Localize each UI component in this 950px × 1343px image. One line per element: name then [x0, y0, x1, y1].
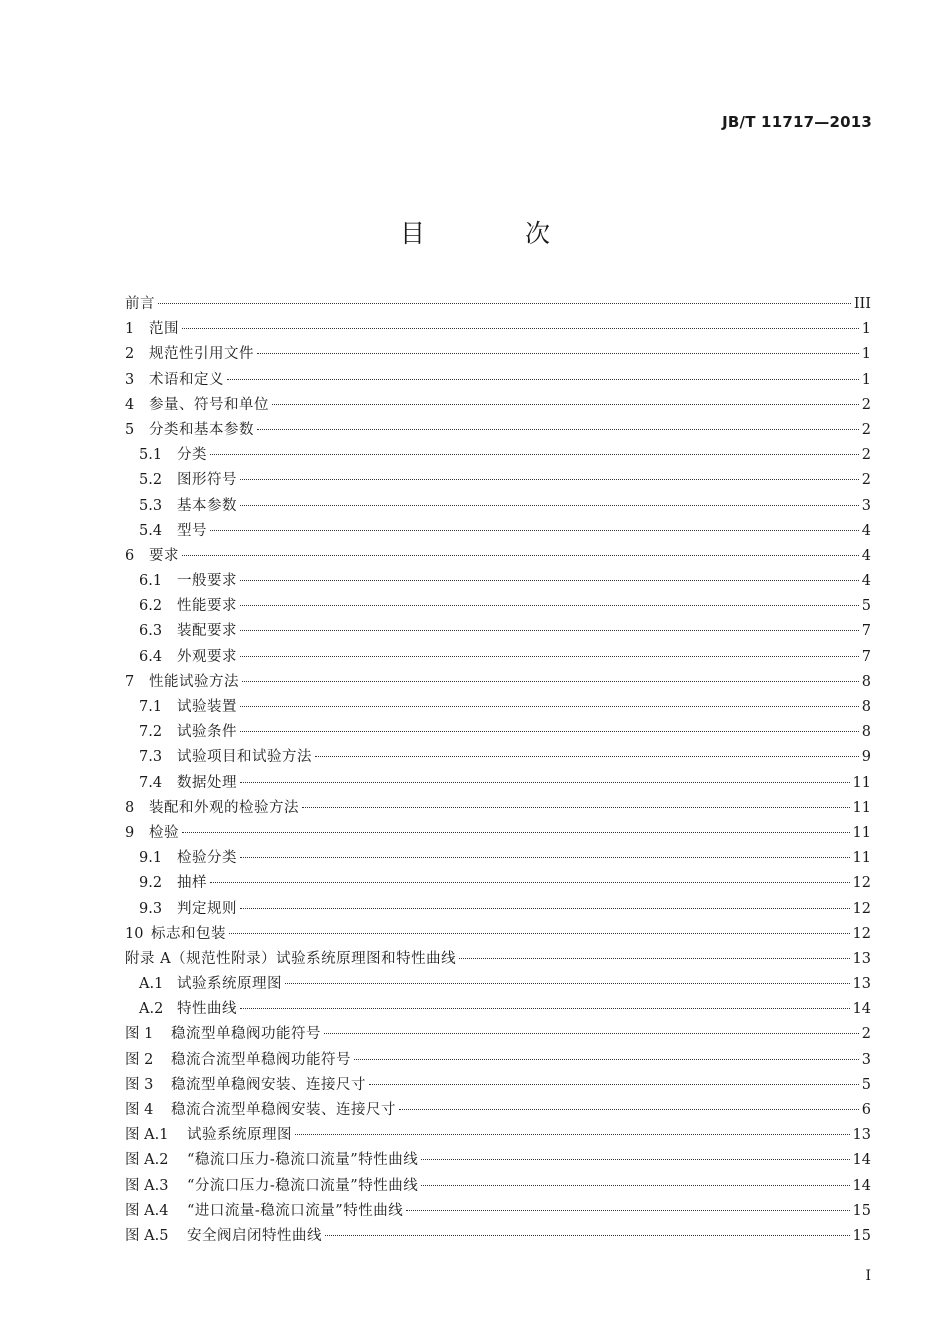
toc-entry-number: 5.2	[139, 472, 163, 489]
toc-entry-label: 试验系统原理图	[187, 1127, 292, 1144]
toc-entry[interactable]	[125, 292, 871, 317]
toc-entry-page: 6	[861, 1102, 871, 1118]
toc-entry-number: 5	[125, 421, 135, 438]
toc-entry-label: 装配要求	[177, 623, 237, 640]
toc-entry-number: 6.2	[139, 598, 163, 615]
toc-entry[interactable]	[125, 871, 871, 896]
toc-entry[interactable]	[125, 1123, 871, 1148]
toc-entry-label: 术语和定义	[149, 371, 224, 388]
toc-entry-page: 15	[852, 1202, 871, 1219]
toc-entry-page: 2	[861, 396, 871, 413]
dot-leader	[242, 681, 859, 682]
toc-entry-page: 13	[852, 950, 871, 967]
toc-entry-number: 6	[125, 547, 135, 564]
toc-entry-label: 稳流型单稳阀功能符号	[171, 1026, 321, 1043]
toc-entry-page: 5	[861, 1076, 871, 1093]
dot-leader	[240, 479, 859, 480]
toc-entry[interactable]	[125, 342, 871, 367]
toc-entry-page: 11	[852, 774, 871, 791]
dot-leader	[240, 706, 859, 707]
toc-entry-number: 图 A.4	[125, 1202, 169, 1219]
toc-entry-label: 试验条件	[177, 724, 237, 741]
dot-leader	[272, 404, 859, 405]
dot-leader	[229, 933, 850, 934]
toc-entry-label: 检验	[149, 824, 179, 841]
toc-entry[interactable]	[125, 922, 871, 947]
toc-entry-page: 14	[852, 1001, 871, 1018]
dot-leader	[227, 379, 859, 380]
toc-entry-label: 数据处理	[177, 774, 237, 791]
toc-entry-page: 1	[861, 321, 871, 338]
toc-entry[interactable]	[125, 544, 871, 569]
dot-leader	[210, 530, 859, 531]
dot-leader	[421, 1185, 849, 1186]
toc-entry-page: 12	[852, 900, 871, 917]
toc-entry-number: 9.3	[139, 900, 163, 917]
dot-leader	[210, 882, 850, 883]
toc-entry-number: 9	[125, 824, 135, 841]
toc-entry-page: 2	[861, 472, 871, 489]
toc-entry-number: 5.1	[139, 447, 163, 464]
toc-entry-page: III	[853, 296, 871, 312]
toc-entry-number: 7.4	[139, 774, 163, 791]
toc-entry-number: A.2	[139, 1001, 164, 1018]
toc-entry-label: “分流口压力-稳流口流量”特性曲线	[187, 1177, 419, 1194]
toc-entry[interactable]	[125, 1022, 871, 1047]
toc-entry-number: 图 3	[125, 1076, 154, 1093]
toc-entry-label: 试验项目和试验方法	[177, 749, 312, 766]
toc-entry-label: 要求	[149, 547, 179, 564]
toc-entry-number: A.1	[139, 976, 164, 993]
dot-leader	[295, 1134, 850, 1135]
toc-entry-label: 稳流合流型单稳阀安装、连接尺寸	[171, 1102, 396, 1118]
toc-entry[interactable]	[125, 619, 871, 644]
toc-entry-number: 10	[125, 925, 144, 942]
dot-leader	[459, 958, 849, 959]
dot-leader	[240, 908, 850, 909]
dot-leader	[210, 454, 859, 455]
toc-entry-page: 2	[861, 1026, 871, 1043]
toc-entry-number: 5.3	[139, 497, 163, 514]
toc-entry-number: 4	[125, 396, 135, 413]
toc-entry-page: 11	[852, 824, 871, 841]
toc-entry[interactable]	[125, 771, 871, 796]
toc-entry-label: 判定规则	[177, 900, 237, 917]
toc-entry-page: 7	[861, 623, 871, 640]
toc-entry-number: 图 A.5	[125, 1227, 169, 1244]
toc-entry-page: 4	[861, 573, 871, 590]
toc-entry-page: 2	[861, 447, 871, 464]
dot-leader	[240, 630, 859, 631]
toc-entry[interactable]	[125, 1073, 871, 1098]
toc-entry-label: 试验装置	[177, 699, 237, 715]
toc-entry[interactable]	[125, 1199, 871, 1224]
toc-entry-label: 标志和包装	[151, 925, 226, 942]
toc-entry-page: 4	[861, 522, 871, 539]
toc-entry[interactable]	[125, 569, 871, 594]
toc-entry-label: 一般要求	[177, 573, 237, 590]
toc-entry-label: 外观要求	[177, 648, 237, 665]
toc-entry-label: 试验系统原理图	[177, 976, 282, 993]
toc-entry-label: 基本参数	[177, 497, 237, 514]
dot-leader	[315, 756, 859, 757]
dot-leader	[257, 429, 859, 430]
toc-entry-label: 性能试验方法	[149, 673, 239, 690]
dot-leader	[421, 1159, 849, 1160]
page-number: I	[865, 1268, 871, 1284]
toc-entry-label: 性能要求	[177, 598, 237, 615]
dot-leader	[324, 1033, 859, 1034]
toc-entry[interactable]	[125, 1224, 871, 1249]
toc-entry-label: 检验分类	[177, 850, 237, 867]
toc-entry-label: 安全阀启闭特性曲线	[187, 1227, 322, 1244]
toc-entry-page: 13	[852, 976, 871, 993]
toc-entry[interactable]	[125, 821, 871, 846]
dot-leader	[302, 807, 850, 808]
toc-entry[interactable]	[125, 1048, 871, 1073]
dot-leader	[240, 605, 859, 606]
dot-leader	[240, 656, 859, 657]
toc-entry[interactable]	[125, 317, 871, 342]
toc-entry-page: 11	[852, 850, 871, 867]
toc-entry[interactable]	[125, 670, 871, 695]
toc-entry-number: 9.2	[139, 875, 163, 892]
toc-entry-page: 11	[852, 799, 871, 816]
toc-entry-label: “进口流量-稳流口流量”特性曲线	[187, 1202, 404, 1219]
dot-leader	[240, 731, 859, 732]
toc-entry[interactable]	[125, 393, 871, 418]
toc-entry-number: 6.3	[139, 623, 163, 640]
toc-entry-page: 1	[861, 346, 871, 363]
toc-entry-number: 图 A.3	[125, 1177, 169, 1194]
toc-entry-label: 特性曲线	[177, 1001, 237, 1018]
toc-entry-page: 13	[852, 1127, 871, 1144]
toc-entry-label: 附录 A（规范性附录）试验系统原理图和特性曲线	[125, 950, 457, 967]
toc-entry-label: 范围	[149, 321, 179, 338]
toc-entry-label: 分类和基本参数	[149, 421, 254, 438]
toc-entry-number: 7.2	[139, 724, 163, 741]
toc-entry-label: “稳流口压力-稳流口流量”特性曲线	[187, 1152, 419, 1169]
dot-leader	[354, 1059, 859, 1060]
toc-entry[interactable]	[125, 368, 871, 393]
toc-entry-page: 14	[852, 1152, 871, 1169]
toc-entry-page: 8	[861, 673, 871, 690]
toc-entry-number: 3	[125, 371, 135, 388]
toc-entry-page: 14	[852, 1177, 871, 1194]
toc-entry-number: 图 1	[125, 1026, 154, 1043]
toc-entry[interactable]	[125, 1098, 871, 1123]
toc-entry[interactable]	[125, 720, 871, 745]
toc-entry-page: 4	[861, 547, 871, 564]
toc-entry-label: 分类	[177, 447, 207, 464]
toc-entry-label: 稳流型单稳阀安装、连接尺寸	[171, 1076, 366, 1093]
toc-entry-number: 图 2	[125, 1051, 154, 1068]
toc-entry[interactable]	[125, 468, 871, 493]
toc-entry[interactable]	[125, 947, 871, 972]
toc-entry[interactable]	[125, 997, 871, 1022]
dot-leader	[369, 1084, 859, 1085]
dot-leader	[406, 1210, 849, 1211]
toc-entry-label: 前言	[125, 296, 155, 312]
toc-entry-page: 1	[861, 371, 871, 388]
toc-entry-number: 6.1	[139, 573, 163, 590]
toc-entry-number: 图 4	[125, 1102, 154, 1118]
dot-leader	[399, 1109, 859, 1110]
toc-entry[interactable]	[125, 972, 871, 997]
toc-entry[interactable]	[125, 695, 871, 720]
toc-entry[interactable]	[125, 796, 871, 821]
toc-entry-page: 9	[861, 749, 871, 766]
toc-entry-number: 7.3	[139, 749, 163, 766]
toc-entry-page: 12	[852, 875, 871, 892]
toc-entry-page: 8	[861, 724, 871, 741]
toc-entry[interactable]	[125, 494, 871, 519]
toc-entry-label: 图形符号	[177, 472, 237, 489]
toc-entry-number: 图 A.1	[125, 1127, 169, 1144]
dot-leader	[257, 353, 859, 354]
toc-entry-number: 6.4	[139, 648, 163, 665]
toc-entry-page: 3	[861, 1051, 871, 1068]
toc-entry[interactable]	[125, 418, 871, 443]
toc-entry-number: 图 A.2	[125, 1152, 169, 1169]
toc-entry-number: 9.1	[139, 850, 163, 867]
toc-entry-label: 装配和外观的检验方法	[149, 799, 299, 816]
toc-entry-number: 8	[125, 799, 135, 816]
toc-entry-label: 抽样	[177, 875, 207, 892]
toc-entry[interactable]	[125, 645, 871, 670]
toc-entry-page: 2	[861, 421, 871, 438]
document-code: JB/T 11717—2013	[722, 113, 872, 131]
toc-entry-page: 7	[861, 648, 871, 665]
toc-entry-number: 7	[125, 673, 135, 690]
dot-leader	[158, 303, 851, 304]
toc-entry-number: 2	[125, 346, 135, 363]
toc-entry-label: 规范性引用文件	[149, 346, 254, 363]
dot-leader	[325, 1235, 850, 1236]
toc-entry-number: 7.1	[139, 699, 163, 715]
toc-entry-number: 1	[125, 321, 135, 338]
toc-entry[interactable]	[125, 745, 871, 770]
toc-entry-number: 5.4	[139, 522, 163, 539]
dot-leader	[285, 983, 850, 984]
toc-entry[interactable]	[125, 443, 871, 468]
toc-entry[interactable]	[125, 1148, 871, 1173]
toc-entry-label: 型号	[177, 522, 207, 539]
toc-entry-page: 5	[861, 598, 871, 615]
toc-entry-page: 12	[852, 925, 871, 942]
toc-entry[interactable]	[125, 594, 871, 619]
toc-entry[interactable]	[125, 897, 871, 922]
toc-entry[interactable]	[125, 1174, 871, 1199]
toc-entry[interactable]	[125, 519, 871, 544]
toc-entry-page: 15	[852, 1227, 871, 1244]
dot-leader	[240, 1008, 850, 1009]
dot-leader	[240, 505, 859, 506]
table-of-contents	[125, 292, 871, 1249]
toc-entry-page: 3	[861, 497, 871, 514]
toc-entry-label: 参量、符号和单位	[149, 396, 269, 413]
dot-leader	[182, 328, 859, 329]
toc-entry-page: 8	[861, 699, 871, 715]
page-title: 目 次	[400, 219, 596, 248]
toc-entry-label: 稳流合流型单稳阀功能符号	[171, 1051, 351, 1068]
dot-leader	[182, 555, 859, 556]
dot-leader	[240, 857, 850, 858]
dot-leader	[240, 782, 850, 783]
dot-leader	[240, 580, 859, 581]
dot-leader	[182, 832, 850, 833]
toc-entry[interactable]	[125, 846, 871, 871]
